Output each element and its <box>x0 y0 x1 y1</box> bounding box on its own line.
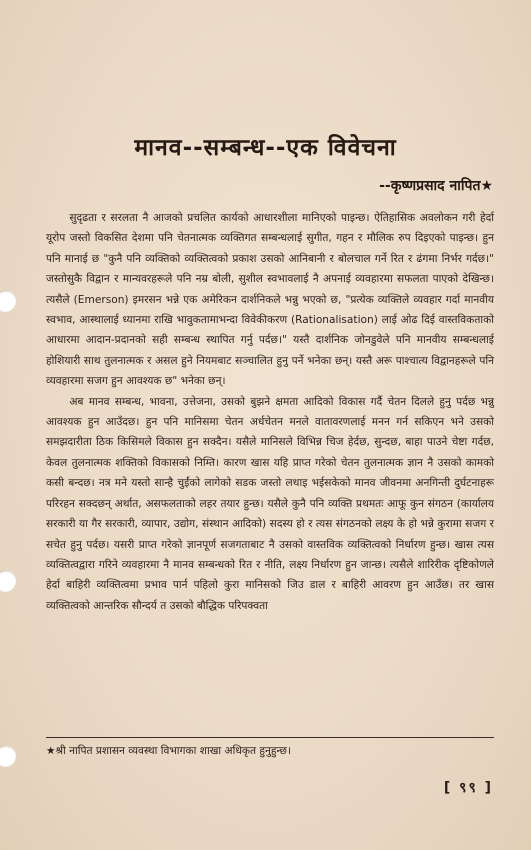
author-byline: --कृष्णप्रसाद नापित★ <box>379 178 493 194</box>
footnote: ★श्री नापित प्रशासन व्यवस्था विभागका शाखा अधिकृत हुनुहुन्छ। <box>46 745 291 757</box>
punch-hole <box>0 290 16 312</box>
punch-hole <box>0 745 16 767</box>
page-number: [ ९९ ] <box>443 780 493 796</box>
page-title: मानव--सम्बन्ध--एक विवेचना <box>134 135 397 161</box>
article-body <box>46 208 494 616</box>
paragraph: सुदृढता र सरलता नै आजको प्रचलित कार्यको आधारशीला मानिएको पाइन्छ। ऐतिहासिक अवलोकन गरी हेर्दा यूरोप जस्तो विकसित देशमा पनि चेतनात्मक व्यक्तिगत सम्बन्धलाई सुगीत, गहन र मौलिक रुप दिइएको पाइन्छ। हुन पनि मानाई छ "कुनै पनि व्यक्तिको व्यक्तित्वको प्रकाश उसको आनिबानी र बोलचाल गर्ने रित र ढंगमा निर्भर गर्दछ।" जस्तोसुकै विद्वान र मान्यवरहरूले पनि नम्र बोली, सुशील स्वभावलाई नै अपनाई व्यवहारमा सफलता पाएको देखिन्छ। त्यसैले (Emerson) इमरसन भन्ने एक अमेरिकन दार्शनिकले भन्नु भएको छ, "प्रत्येक व्यक्तिले व्यवहार गर्दा मानवीय स्वभाव, आस्थालाई ध्यानमा राखि भावुकतामाभन्दा विवेकीकरण (Rationalisation) लाई ओढ दिई वास्तविकताको आधारमा आदान-प्रदानको सही सम्बन्ध स्थापित गर्नु पर्दछ।" यस्तै दार्शनिक जोनडुवेले पनि मानवीय सम्बन्धलाई होशियारी साथ तुलनात्मक र असल हुने नियमबाट सञ्चालित हुनु पर्ने भनेका छन्। यस्तै अरू पाश्चात्य विद्वानहरूले पनि व्यवहारमा सजग हुन आवश्यक छ" भनेका छन्। <box>46 212 494 388</box>
punch-hole <box>0 570 16 592</box>
paragraph: अब मानव सम्बन्ध, भावना, उत्तेजना, उसको बुझने क्षमता आदिको विकास गर्दै चेतन दिलले हुनु पर्दछ भन्नु आवश्यक हुन आउँदछ। हुन पनि मानिसमा चेतन अर्धचेतन मनले वातावरणलाई मनन गर्न सकिएन भने उसको समझदारीता ठिक किसिमले विकास हुन सक्दैन। यसैले मानिसले विभिन्न चिज हेर्दछ, सुन्दछ, बाहा पाउने चेष्टा गर्दछ, केवल तुलनात्मक शक्तिको विकासको निम्ति। कारण खास यहि प्राप्त गरेको चेतन तुलनात्मक ज्ञान नै उसको कामको कसी बन्दछ। नत्र मने यस्तो सान्है चुईंको लागेको सडक जस्तो लथाइ भईसकेको मानव जीवनमा अनगिन्ती दुर्घटनाहरू परिरहन सक्दछन् अर्थात, असफलताको लहर तयार हुन्छ। यसैले कुनै पनि व्यक्ति प्रथमतः आफू कुन संगठन (कार्यालय सरकारी या गैर सरकारी, व्यापार, उद्योग, संस्थान आदिको) सदस्य हो र त्यस संगठनको लक्ष्य के हो भन्ने कुरामा सजग र सचेत हुनु पर्दछ। यसरी प्राप्त गरेको ज्ञानपूर्ण सजगताबाट नै उसको वास्तविक व्यक्तित्वको निर्धारण हुन्छ। खास त्यस व्यक्तित्वद्वारा गरिने व्यवहारमा नै मानव सम्बन्धको रित र नीति, लक्ष्य निर्धारण हुन जान्छ। त्यसैले शारिरीक दृष्टिकोणले हेर्दा बाहिरी व्यक्तित्वमा प्रभाव पार्न पहिलो कुरा मानिसको जिउ डाल र बाहिरी आवरण हुन आउँछ। तर खास व्यक्तित्वको आन्तरिक सौन्दर्य त उसको बौद्धिक परिपक्वता <box>46 395 494 612</box>
footnote-divider <box>46 737 494 738</box>
